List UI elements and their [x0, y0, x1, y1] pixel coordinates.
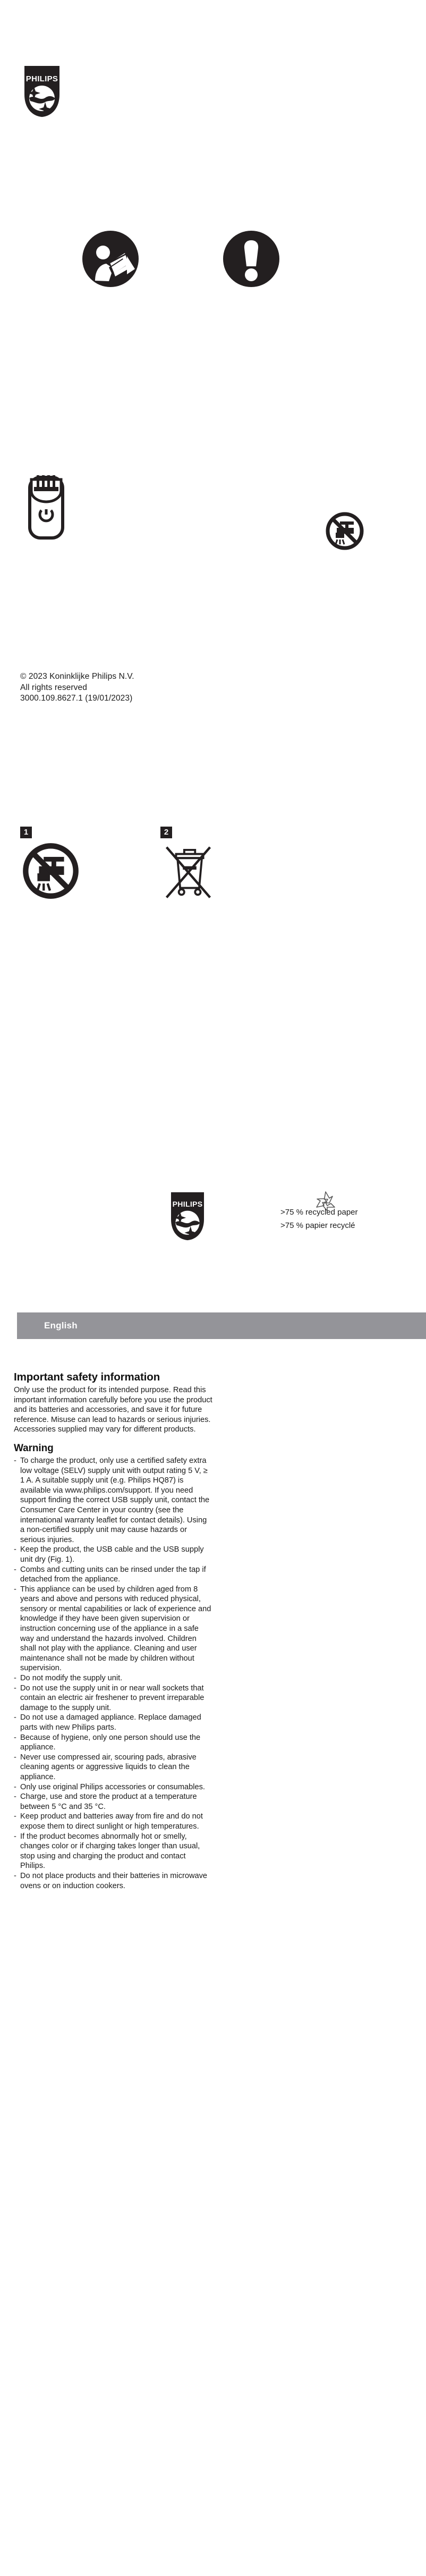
warning-bullet: - Do not use a damaged appliance. Replace damaged parts with new Philips parts.: [14, 1713, 212, 1732]
section-heading-important-safety: Important safety information: [14, 1371, 160, 1383]
warning-bullet-list: [14, 1456, 212, 1891]
svg-text:PHILIPS: PHILIPS: [172, 1200, 203, 1209]
copyright-block: [20, 671, 134, 704]
recycled-paper-note: [280, 1206, 358, 1232]
recycled-paper-en: >75 % recycled paper: [280, 1208, 358, 1217]
figure-1: [20, 827, 81, 904]
leaflet-cover-page: [0, 0, 426, 1276]
figure-2: [160, 827, 216, 904]
warning-bullet: - Combs and cutting units can be rinsed under the tap if detached from the appliance.: [14, 1565, 212, 1585]
no-tap-water-icon: [324, 510, 365, 552]
warning-bullet: - Only use original Philips accessories or consumables.: [14, 1782, 212, 1792]
copyright-line-3: 3000.109.8627.1 (19/01/2023): [20, 694, 133, 703]
figure-1-number: 1: [20, 827, 32, 838]
philips-logo: [23, 65, 61, 118]
shaver-device-icon: [25, 473, 67, 542]
warning-bullet: - Keep the product, the USB cable and the USB supply unit dry (Fig. 1).: [14, 1545, 212, 1564]
language-bar: [17, 1312, 426, 1339]
warning-bullet: - This appliance can be used by children aged from 8 years and above and persons with reduced physical, sensory or mental capabilities or lack of experience and knowledge if they have been given supervision or instruction concerning use of the appliance in a safe way and understand the hazards involved. Children shall not play with the appliance. Cleaning and user maintenance shall not be made by children without supervision.: [14, 1585, 212, 1673]
warning-bullet: - Do not place products and their batteries in microwave ovens or on induction cookers.: [14, 1871, 212, 1891]
recycled-paper-fr: >75 % papier recyclé: [280, 1221, 355, 1230]
read-manual-icon: [81, 230, 140, 288]
figure-2-number: 2: [160, 827, 172, 838]
crossed-wheelie-bin-icon: [160, 840, 216, 902]
warning-bullet: - Never use compressed air, scouring pads, abrasive cleaning agents or aggressive liquids to clean the appliance.: [14, 1753, 212, 1782]
language-bar-label: English: [44, 1320, 78, 1331]
copyright-line-1: © 2023 Koninklijke Philips N.V.: [20, 672, 134, 681]
warning-bullet: - If the product becomes abnormally hot or smelly, changes color or if charging takes longer than usual, stop using and charging the product and contact Philips.: [14, 1832, 212, 1871]
safety-text-column: [14, 1370, 212, 1891]
warning-bullet: - Keep product and batteries away from fire and do not expose them to direct sunlight or high temperatures.: [14, 1812, 212, 1831]
no-tap-water-icon: [20, 840, 81, 902]
warning-bullet: - Do not modify the supply unit.: [14, 1673, 212, 1683]
warning-bullet: - Do not use the supply unit in or near wall sockets that contain an electric air freshener to prevent irreparable damage to the supply unit.: [14, 1683, 212, 1713]
top-warning-icon-row: [0, 218, 426, 324]
philips-logo: [170, 1191, 205, 1241]
important-safety-paragraph: Only use the product for its intended purpose. Read this important information carefully before you use the product and its batteries and accessories, and save it for future reference. Misuse can lead to hazards or serious injuries. Accessories supplied may vary for different products.: [14, 1386, 212, 1434]
copyright-line-2: All rights reserved: [20, 683, 87, 692]
warning-bullet: - To charge the product, only use a certified safety extra low voltage (SELV) supply unit with output rating 5 V, ≥ 1 A. A suitable supply unit (e.g. Philips HQ87) is available via www.philips.com/support. If you need support finding the correct USB supply unit, contact the Consumer Care Center in your country (see the international warranty leaflet for contact details). Using a non-certified supply unit may cause hazards or serious injuries.: [14, 1456, 212, 1545]
exclamation-warning-icon: [222, 230, 280, 288]
svg-text:PHILIPS: PHILIPS: [25, 74, 58, 83]
footer-logo-row: [0, 1164, 426, 1270]
warning-bullet: - Charge, use and store the product at a temperature between 5 °C and 35 °C.: [14, 1792, 212, 1812]
warning-bullet: - Because of hygiene, only one person should use the appliance.: [14, 1733, 212, 1753]
section-heading-warning: Warning: [14, 1442, 54, 1454]
